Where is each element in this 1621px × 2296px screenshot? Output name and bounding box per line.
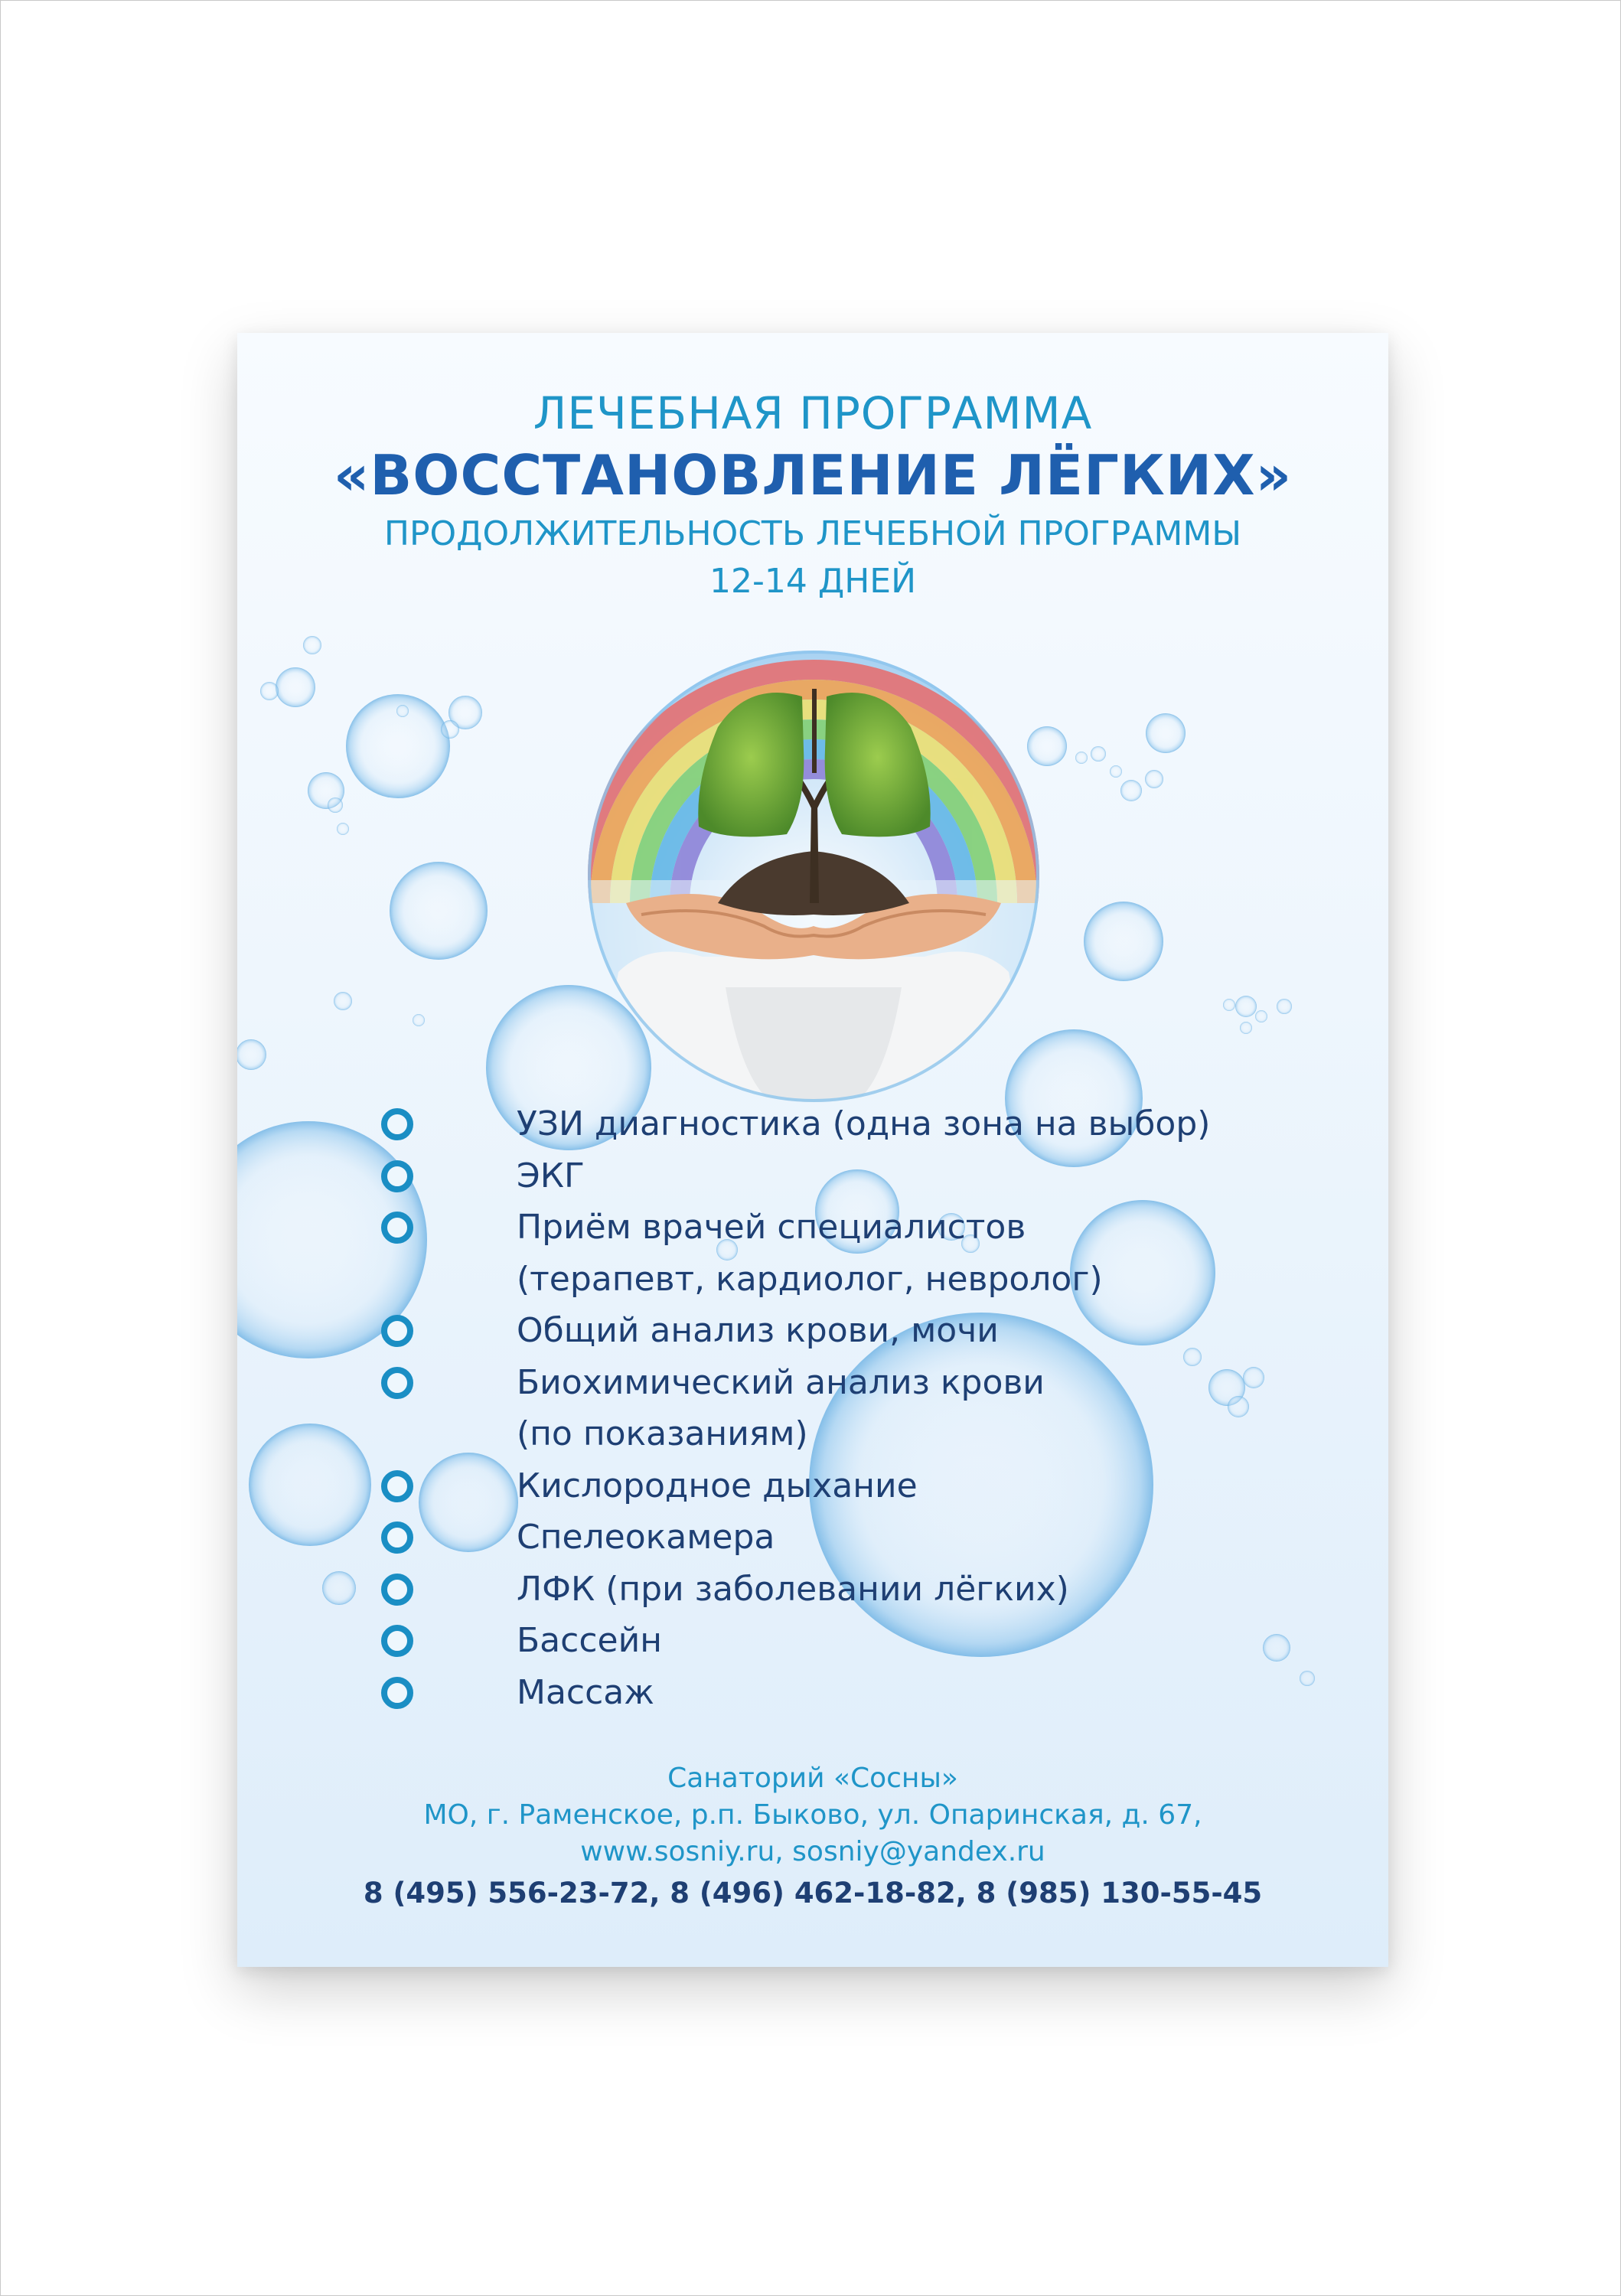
service-label: Кислородное дыхание [517, 1466, 918, 1505]
poster-header [237, 386, 1388, 605]
service-label: ЭКГ [517, 1156, 585, 1195]
address: МО, г. Раменское, р.п. Быково, ул. Опаринская, д. 67, [423, 1799, 1202, 1831]
service-label: Бассейн [517, 1621, 662, 1660]
service-label: Приём врачей специалистов [517, 1208, 1026, 1247]
bullet-circle-icon [381, 1677, 413, 1709]
bullet-circle-icon [381, 1367, 413, 1399]
service-label: УЗИ диагностика (одна зона на выбор) [517, 1104, 1211, 1143]
service-label: Биохимический анализ крови [517, 1362, 1045, 1402]
duration-value: 12-14 ДНЕЙ [709, 562, 916, 601]
contact-footer [237, 1760, 1388, 1916]
duration-label: ПРОДОЛЖИТЕЛЬНОСТЬ ЛЕЧЕБНОЙ ПРОГРАММЫ [383, 514, 1242, 553]
program-title: «ВОССТАНОВЛЕНИЕ ЛЁГКИХ» [333, 443, 1293, 507]
tree-lungs-in-hands-with-rainbow-icon [588, 651, 1039, 1102]
service-label: (по показаниям) [517, 1414, 808, 1453]
website-email: www.sosniy.ru, sosniy@yandex.ru [580, 1836, 1045, 1867]
poster [237, 333, 1388, 1967]
bullet-circle-icon [381, 1470, 413, 1502]
bullet-circle-icon [381, 1625, 413, 1657]
bullet-circle-icon [381, 1212, 413, 1244]
bullet-circle-icon [381, 1521, 413, 1554]
service-label: ЛФК (при заболевании лёгких) [517, 1569, 1069, 1609]
service-label: Общий анализ крови, мочи [517, 1311, 999, 1350]
bullet-circle-icon [381, 1574, 413, 1606]
bullet-circle-icon [381, 1160, 413, 1192]
bullet-circle-icon [381, 1108, 413, 1140]
bullet-circle-icon [381, 1315, 413, 1347]
service-label: (терапевт, кардиолог, невролог) [517, 1259, 1103, 1299]
service-label: Массаж [517, 1672, 654, 1712]
program-label: ЛЕЧЕБНАЯ ПРОГРАММА [533, 387, 1093, 439]
service-label: Спелеокамера [517, 1518, 775, 1557]
sanatorium-name: Санаторий «Сосны» [667, 1763, 958, 1794]
phone-numbers: 8 (495) 556-23-72, 8 (496) 462-18-82, 8 (985) 130-55-45 [363, 1877, 1263, 1910]
